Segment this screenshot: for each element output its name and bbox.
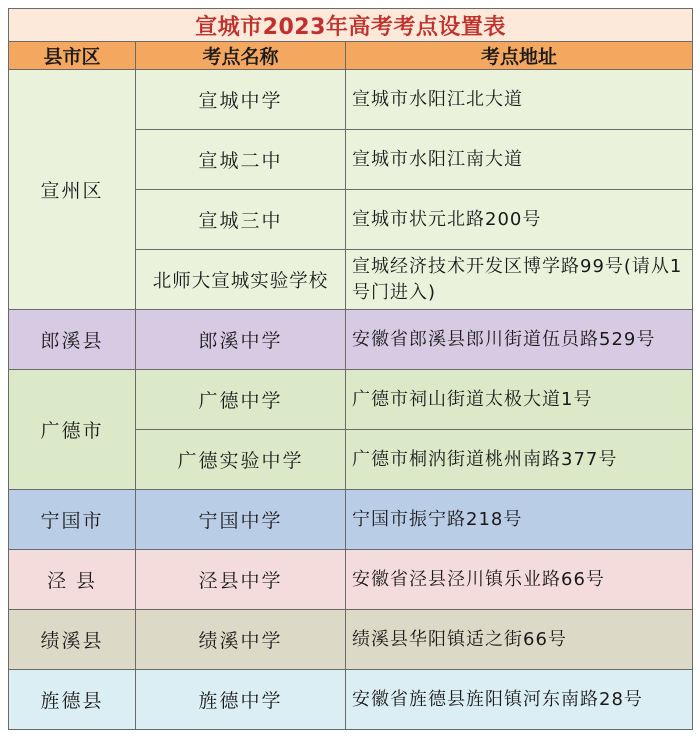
- district-cell: 旌德县: [9, 670, 136, 730]
- school-cell: 宣城中学: [136, 70, 346, 130]
- header-school: 考点名称: [136, 42, 346, 70]
- table-row: [9, 370, 693, 430]
- header-row: [9, 42, 693, 70]
- address-cell: 绩溪县华阳镇适之街66号: [346, 610, 693, 670]
- address-cell: 宣城市水阳江南大道: [346, 130, 693, 190]
- table-row: [9, 310, 693, 370]
- title-row: [9, 9, 693, 42]
- district-cell: 广德市: [9, 370, 136, 490]
- exam-site-table: [8, 8, 693, 730]
- school-cell: 泾县中学: [136, 550, 346, 610]
- district-cell: 宁国市: [9, 490, 136, 550]
- school-cell: 郎溪中学: [136, 310, 346, 370]
- address-cell: 广德市桐汭街道桃州南路377号: [346, 430, 693, 490]
- address-cell: 宣城经济技术开发区博学路99号(请从1号门进入): [346, 250, 693, 310]
- address-cell: 安徽省郎溪县郎川街道伍员路529号: [346, 310, 693, 370]
- school-cell: 北师大宣城实验学校: [136, 250, 346, 310]
- school-cell: 宁国中学: [136, 490, 346, 550]
- address-cell: 宁国市振宁路218号: [346, 490, 693, 550]
- table-row: [9, 550, 693, 610]
- school-cell: 旌德中学: [136, 670, 346, 730]
- district-cell: 宣州区: [9, 70, 136, 310]
- table-row: [9, 70, 693, 130]
- school-cell: 绩溪中学: [136, 610, 346, 670]
- school-cell: 广德中学: [136, 370, 346, 430]
- address-cell: 安徽省旌德县旌阳镇河东南路28号: [346, 670, 693, 730]
- table-row: [9, 490, 693, 550]
- header-district: 县市区: [9, 42, 136, 70]
- district-cell: 郎溪县: [9, 310, 136, 370]
- address-cell: 宣城市水阳江北大道: [346, 70, 693, 130]
- district-cell: 泾 县: [9, 550, 136, 610]
- school-cell: 广德实验中学: [136, 430, 346, 490]
- school-cell: 宣城三中: [136, 190, 346, 250]
- table-row: [9, 670, 693, 730]
- header-address: 考点地址: [346, 42, 693, 70]
- table-row: [9, 610, 693, 670]
- school-cell: 宣城二中: [136, 130, 346, 190]
- exam-site-table-wrapper: [8, 8, 692, 730]
- address-cell: 安徽省泾县泾川镇乐业路66号: [346, 550, 693, 610]
- address-cell: 广德市祠山街道太极大道1号: [346, 370, 693, 430]
- table-title: 宣城市2023年高考考点设置表: [9, 9, 693, 42]
- address-cell: 宣城市状元北路200号: [346, 190, 693, 250]
- district-cell: 绩溪县: [9, 610, 136, 670]
